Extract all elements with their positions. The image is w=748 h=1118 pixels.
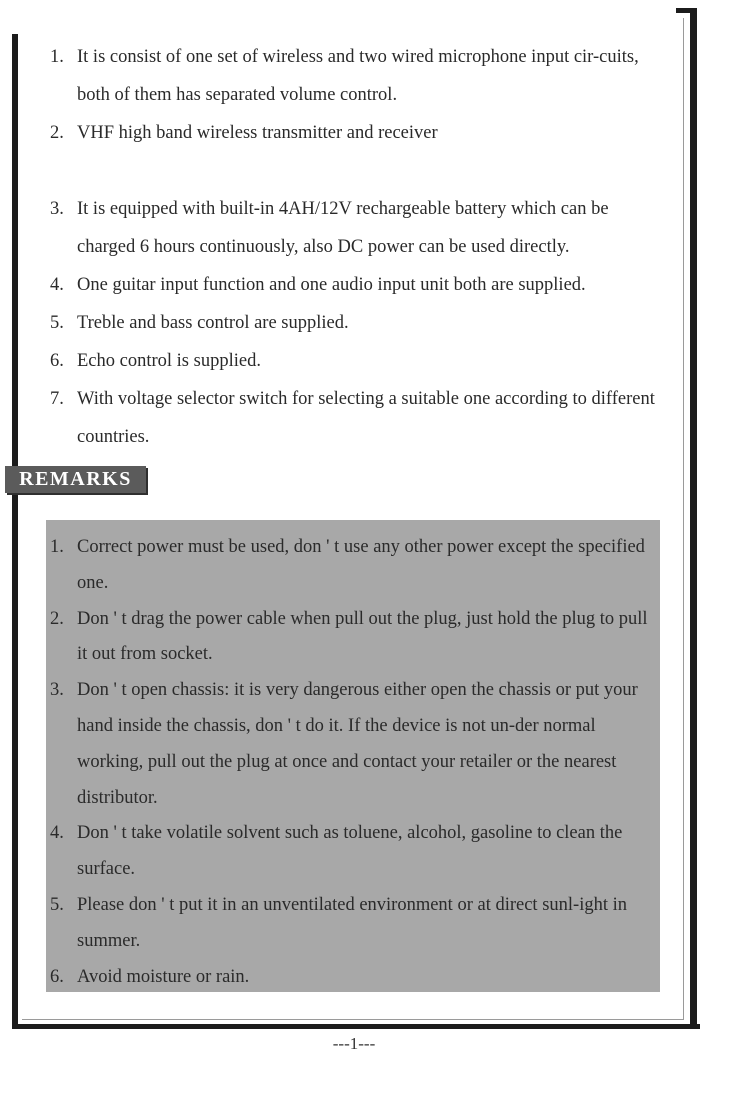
feature-number: 3. [50,199,64,219]
remark-number: 1. [50,537,64,557]
page-frame-inner-right-line [683,18,684,1020]
remarks-list [50,530,660,995]
remark-number: 6. [50,966,64,987]
remark-text: Don ' t open chassis: it is very dangerous either open the chassis or put your hand inside the chassis, don ' t do it. If the device is not un-der normal working, pull out the plug at once and contact your retailer or the nearest distributor. [77,680,638,808]
remark-number: 3. [50,680,64,701]
feature-number: 7. [50,389,64,409]
feature-item [50,190,670,266]
feature-item [50,304,670,342]
feature-text: One guitar input function and one audio input unit both are supplied. [77,275,586,295]
page-frame-top-corner [676,8,697,13]
remark-text: Don ' t take volatile solvent such as toluene, alcohol, gasoline to clean the surface. [77,823,623,880]
feature-number: 6. [50,351,64,371]
remark-number: 4. [50,823,64,844]
remark-number: 2. [50,608,64,629]
feature-text: It is consist of one set of wireless and two wired microphone input cir-cuits, both of them has separated volume control. [77,47,639,105]
remark-item [50,816,660,888]
page-number: ---1--- [332,1034,376,1053]
page-frame-left-border [12,34,18,1028]
page-frame-right-border [690,8,697,1027]
page-frame-inner-bottom-line [22,1019,684,1020]
feature-number: 1. [50,47,64,67]
feature-text: Echo control is supplied. [77,351,261,371]
page-frame-bottom-border [12,1024,700,1029]
feature-item [50,342,670,380]
feature-item [50,380,670,456]
feature-item [50,266,670,304]
remark-item [50,673,660,816]
remark-item [50,530,660,602]
feature-number: 4. [50,275,64,295]
feature-number: 5. [50,313,64,333]
feature-text: Treble and bass control are supplied. [77,313,349,333]
feature-number: 2. [50,123,64,143]
remark-item [50,602,660,674]
feature-text: VHF high band wireless transmitter and receiver [77,123,438,143]
remark-text: Please don ' t put it in an unventilated environment or at direct sunl-ight in summer. [77,894,627,951]
feature-text: With voltage selector switch for selecting a suitable one according to different countries. [77,389,655,447]
feature-text: It is equipped with built-in 4AH/12V rechargeable battery which can be charged 6 hours continuously, also DC power can be used directly. [77,199,609,257]
remark-number: 5. [50,894,64,915]
feature-item [50,114,670,152]
features-list [50,38,670,456]
remark-item [50,888,660,960]
remark-item [50,960,660,996]
feature-item [50,38,670,114]
remarks-heading: REMARKS [5,466,146,493]
remark-text: Avoid moisture or rain. [77,966,250,987]
remark-text: Don ' t drag the power cable when pull out the plug, just hold the plug to pull it out from socket. [77,608,648,665]
remark-text: Correct power must be used, don ' t use any other power except the specified one. [77,537,645,593]
